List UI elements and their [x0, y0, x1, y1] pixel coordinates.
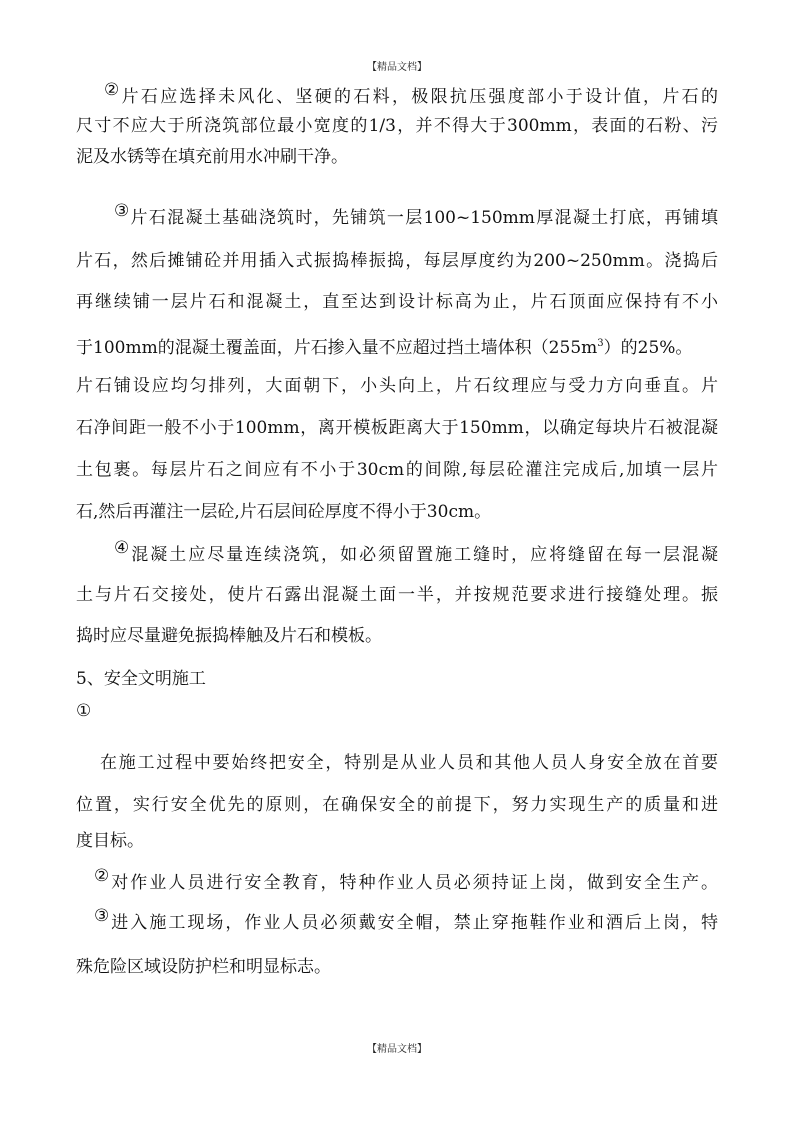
- paragraph-line: ②对作业人员进行安全教育，特种作业人员必须持证上岗，做到安全生产。: [94, 868, 718, 893]
- section-heading: 5、安全文明施工: [76, 669, 206, 689]
- paragraph-line: 殊危险区域设防护栏和明显标志。: [76, 957, 331, 977]
- page-footer: 【精品文档】: [367, 1044, 427, 1055]
- paragraph-line: 石,然后再灌注一层砼,片石层间砼厚度不得小于30cm。: [76, 502, 492, 522]
- paragraph-line: 石净间距一般不小于100mm，离开模板距离大于150mm，以确定每块片石被混凝: [76, 418, 718, 438]
- paragraph-line: 尺寸不应大于所浇筑部位最小宽度的1/3，并不得大于300mm，表面的石粉、污: [76, 116, 718, 136]
- paragraph-line: 在施工过程中要始终把安全，特别是从业人员和其他人员人身安全放在首要: [100, 753, 718, 773]
- paragraph-line: ②片石应选择未风化、坚硬的石料，极限抗压强度部小于设计值，片石的: [104, 82, 718, 107]
- circled-number-3: ③: [94, 908, 110, 926]
- paragraph-line: 片石，然后摊铺砼并用插入式振捣棒振捣，每层厚度约为200~250mm。浇捣后: [76, 251, 718, 271]
- paragraph-line: 土包裹。每层片石之间应有不小于30cm的间隙,每层砼灌注完成后,加填一层片: [76, 460, 718, 480]
- superscript: 3: [597, 338, 604, 349]
- paragraph-line: 度目标。: [76, 831, 144, 851]
- paragraph-line: 捣时应尽量避免振捣棒触及片石和模板。: [76, 626, 382, 646]
- paragraph-line: 位置，实行安全优先的原则，在确保安全的前提下，努力实现生产的质量和进: [76, 795, 718, 815]
- circled-number-4: ④: [114, 540, 130, 558]
- paragraph-line: 片石铺设应均匀排列，大面朝下，小头向上，片石纹理应与受力方向垂直。片: [76, 376, 718, 396]
- circled-number-3: ③: [114, 203, 130, 221]
- paragraph-line: 于100mm的混凝土覆盖面，片石掺入量不应超过挡土墙体积$(255m^3)$的25%。: [76, 338, 693, 358]
- paragraph-line: ③片石混凝土基础浇筑时，先铺筑一层100~150mm厚混凝土打底，再铺填: [114, 203, 718, 228]
- circled-number-1: ①: [76, 701, 92, 721]
- circled-number-2: ②: [94, 868, 110, 886]
- paragraph-line: 再继续铺一层片石和混凝土，直至达到设计标高为止，片石顶面应保持有不小: [76, 292, 718, 312]
- paragraph-line: 土与片石交接处，使片石露出混凝土面一半，并按规范要求进行接缝处理。振: [76, 585, 718, 605]
- page-header: 【精品文档】: [367, 62, 427, 73]
- paragraph-line: 泥及水锈等在填充前用水冲刷干净。: [76, 147, 348, 167]
- paragraph-line: ④混凝土应尽量连续浇筑，如必须留置施工缝时，应将缝留在每一层混凝: [114, 540, 718, 565]
- paragraph-line: ③进入施工现场，作业人员必须戴安全帽，禁止穿拖鞋作业和酒后上岗，特: [94, 908, 718, 933]
- circled-number-2: ②: [104, 82, 120, 100]
